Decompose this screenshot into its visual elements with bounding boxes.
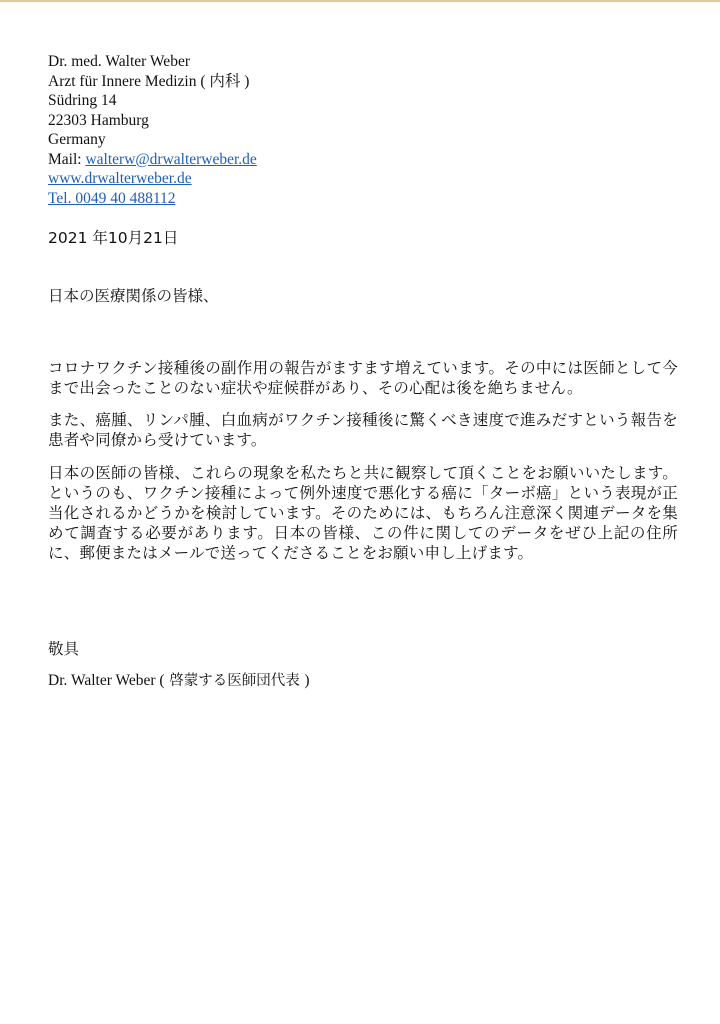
sender-country: Germany (48, 131, 106, 148)
mail-link[interactable]: walterw@drwalterweber.de (85, 150, 257, 168)
sender-city: 22303 Hamburg (48, 111, 149, 129)
phone-link[interactable]: Tel. 0049 40 488112 (48, 189, 176, 207)
paragraph-2: また、癌腫、リンパ腫、白血病がワクチン接種後に驚くべき速度で進みだすという報告を患者や同僚から受けています。 (48, 411, 678, 449)
sender-title: Arzt für Innere Medizin ( 内科 ) (48, 72, 250, 90)
mail-label: Mail: (48, 150, 86, 168)
paragraph-3: 日本の医師の皆様、これらの現象を私たちと共に観察して頂くことをお願いいたします。というのも、ワクチン接種によって例外速度で悪化する癌に「ターボ癌」という表現が正当化されるかどうかを検討しています。そのためには、もちろん注意深く関連データを集めて調査する必要があります。日本の皆様、この件に関してのデータをぜひ上記の住所に、郵便またはメールで送ってくださることをお願い申し上げます。 (48, 464, 678, 562)
paragraph-1: コロナワクチン接種後の副作用の報告がますます増えています。その中には医師として今まで出会ったことのない症状や症候群があり、その心配は後を絶ちません。 (48, 359, 678, 397)
letter-date: 2021 年10月21日 (48, 229, 179, 247)
signature-name: Dr. Walter Weber ( (48, 672, 165, 689)
letter-page (48, 52, 678, 691)
sender-block (48, 52, 678, 208)
phone-line (48, 189, 678, 209)
sender-street: Südring 14 (48, 92, 117, 109)
sender-name: Dr. med. Walter Weber (48, 53, 190, 70)
top-border (0, 0, 720, 2)
website-link[interactable]: www.drwalterweber.de (48, 170, 192, 187)
closing: 敬具 (48, 640, 80, 658)
sender-mail-line (48, 150, 678, 170)
signature-end: ) (304, 672, 310, 689)
salutation: 日本の医療関係の皆様、 (48, 287, 219, 305)
signature-role: 啓蒙する医師団代表 (164, 673, 305, 689)
website-line (48, 169, 678, 189)
signature (48, 671, 678, 691)
